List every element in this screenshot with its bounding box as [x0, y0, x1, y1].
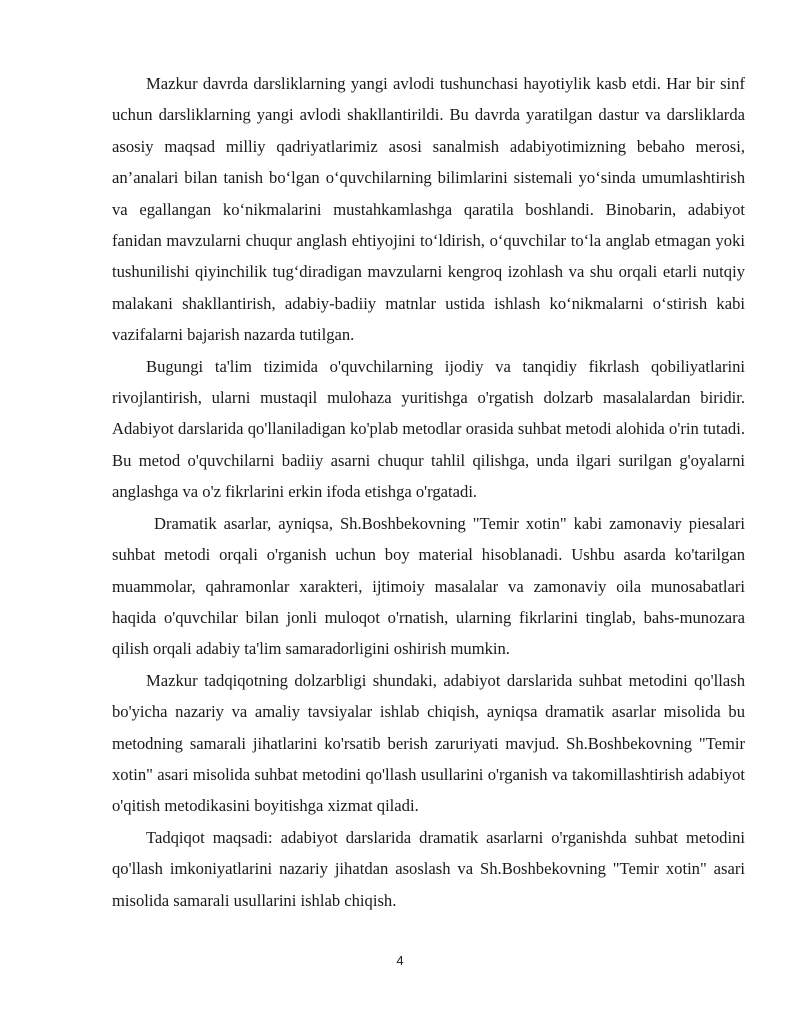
page-number: 4 — [396, 953, 404, 968]
paragraph-textbooks-new-generation: Mazkur davrda darsliklarning yangi avlodi tushunchasi hayotiylik kasb etdi. Har bir sinf uchun darsliklarning yangi avlodi shakllantirildi. Bu davrda yaratilgan dastur va darsliklarda asosiy maqsad milliy qadriyatlarimiz asosi sanalmish adabiyotimizning bebaho merosi, an’analari bilan tanish bo‘lgan o‘quvchilarning bilimlarini sistemali yo‘sinda umumlashtirish va egallangan ko‘nikmalarini mustahkamlashga qaratila boshlandi. Binobarin, adabiyot fanidan mavzularni chuqur anglash ehtiyojini to‘ldirish, o‘quvchilar to‘la anglab etmagan yoki tushunilishi qiyinchilik tug‘diradigan mavzularni kengroq izohlash va shu orqali etarli nutqiy malakani shakllantirish, adabiy-badiiy matnlar ustida ishlash ko‘nikmalarni o‘stirish kabi vazifalarni bajarish nazarda tutilgan. — [112, 74, 745, 345]
document-page — [112, 68, 745, 916]
paragraph-research-relevance: Mazkur tadqiqotning dolzarbligi shundaki, adabiyot darslarida suhbat metodini qo'llash bo'yicha nazariy va amaliy tavsiyalar ishlab chiqish, ayniqsa dramatik asarlar misolida bu metodning samarali jihatlarini ko'rsatib berish zaruriyati mavjud. Sh.Boshbekovning "Temir xotin" asari misolida suhbat metodini qo'llash usullarini o'rganish va takomillashtirish adabiyot o'qitish metodikasini boyitishga xizmat qiladi. — [112, 670, 745, 816]
paragraph-dramatic-works: Dramatik asarlar, ayniqsa, Sh.Boshbekovning "Temir xotin" kabi zamonaviy piesalari suhbat metodi orqali o'rganish uchun boy material hisoblanadi. Ushbu asarda ko'tarilgan muammolar, qahramonlar xarakteri, ijtimoiy masalalar va zamonaviy oila munosabatlari haqida o'quvchilar bilan jonli muloqot o'rnatish, ularning fikrlarini tinglab, bahs-munozara qilish orqali adabiy ta'lim samaradorligini oshirish mumkin. — [112, 513, 745, 659]
paragraph-conversation-method: Bugungi ta'lim tizimida o'quvchilarning ijodiy va tanqidiy fikrlash qobiliyatlarini rivojlantirish, ularni mustaqil mulohaza yuritishga o'rgatish dolzarb masalalardan biridir. Adabiyot darslarida qo'llaniladigan ko'plab metodlar orasida suhbat metodi alohida o'rin tutadi. Bu metod o'quvchilarni badiiy asarni chuqur tahlil qilishga, unda ilgari surilgan g'oyalarni anglashga va o'z fikrlarini erkin ifoda etishga o'rgatadi. — [112, 356, 745, 502]
paragraph-research-goal: Tadqiqot maqsadi: adabiyot darslarida dramatik asarlarni o'rganishda suhbat metodini qo'llash imkoniyatlarini nazariy jihatdan asoslash va Sh.Boshbekovning "Temir xotin" asari misolida samarali usullarini ishlab chiqish. — [112, 827, 745, 910]
